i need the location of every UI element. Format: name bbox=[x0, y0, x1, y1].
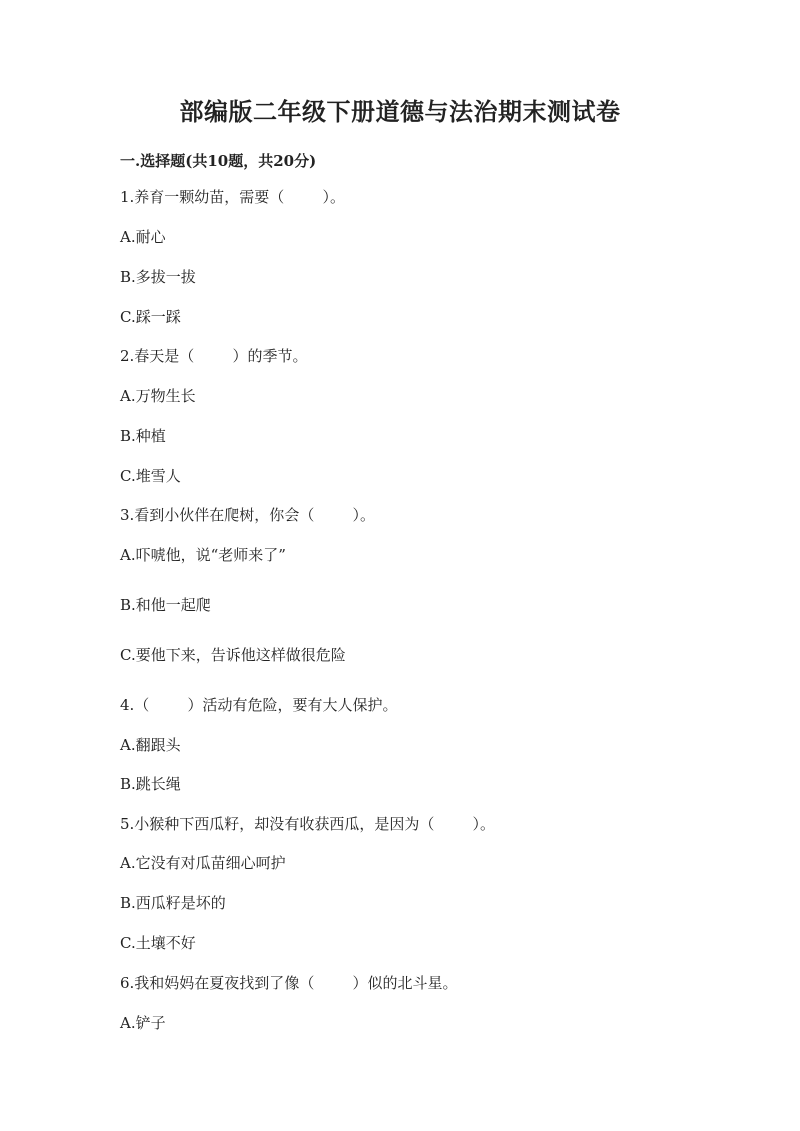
question-6-stem: 6.我和妈妈在夏夜找到了像（ ）似的北斗星。 bbox=[120, 974, 458, 992]
question-3-option-a: A.吓唬他，说“老师来了” bbox=[120, 546, 286, 564]
question-5-stem: 5.小猴种下西瓜籽，却没有收获西瓜，是因为（ ）。 bbox=[120, 815, 495, 833]
question-2-option-b: B.种植 bbox=[120, 427, 166, 445]
question-3-option-c: C.要他下来，告诉他这样做很危险 bbox=[120, 646, 346, 664]
page-title: 部编版二年级下册道德与法治期末测试卷 bbox=[179, 97, 621, 126]
question-5-option-a: A.它没有对瓜苗细心呵护 bbox=[120, 854, 286, 872]
question-5-option-b: B.西瓜籽是坏的 bbox=[120, 894, 226, 912]
question-3-option-b: B.和他一起爬 bbox=[120, 596, 211, 614]
question-2-option-c: C.堆雪人 bbox=[120, 467, 181, 485]
section-heading: 一.选择题(共10题，共20分) bbox=[120, 152, 317, 170]
question-3-stem: 3.看到小伙伴在爬树，你会（ ）。 bbox=[120, 506, 375, 524]
question-1-option-c: C.踩一踩 bbox=[120, 308, 181, 326]
question-5-option-c: C.土壤不好 bbox=[120, 934, 196, 952]
question-4-option-a: A.翻跟头 bbox=[120, 736, 181, 754]
question-1-option-b: B.多拔一拔 bbox=[120, 268, 196, 286]
question-2-option-a: A.万物生长 bbox=[120, 387, 196, 405]
question-4-option-b: B.跳长绳 bbox=[120, 775, 181, 793]
question-1-stem: 1.养育一颗幼苗，需要（ ）。 bbox=[120, 188, 345, 206]
question-1-option-a: A.耐心 bbox=[120, 228, 166, 246]
question-2-stem: 2.春天是（ ）的季节。 bbox=[120, 347, 308, 365]
question-4-stem: 4.（ ）活动有危险，要有大人保护。 bbox=[120, 696, 398, 714]
question-6-option-a: A.铲子 bbox=[120, 1014, 166, 1032]
